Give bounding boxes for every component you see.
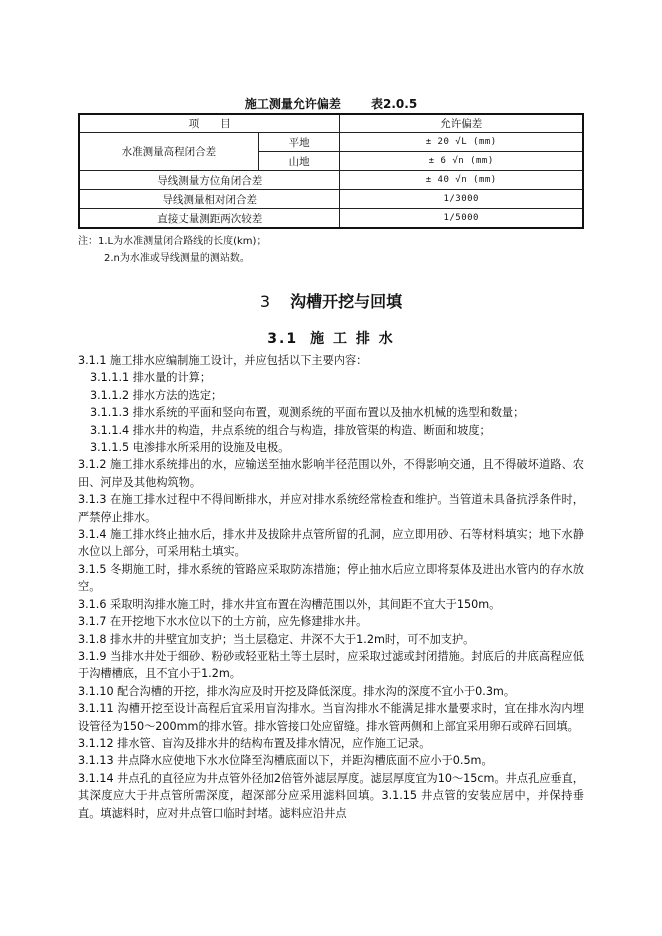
row-subitem: 平地: [258, 133, 340, 152]
body-text: [78, 352, 584, 822]
clause: 3.1.8 排水井的井壁宜加支护；当土层稳定、井深不大于1.2m时，可不加支护。: [78, 632, 475, 646]
row-item: 直接丈量测距两次较差: [79, 209, 340, 229]
clause: 3.1.14 井点孔的直径应为井点管外径加2倍管外滤层厚度。滤层厚度宜为10～15cm。井点孔应垂直，其深度应大于井点管所需深度，超深部分应采用滤料回填。3.1.15 井点管的安装应居中，并保持垂直。填滤料时，应对井点管口临时封堵。滤料应沿井点: [78, 771, 584, 820]
subclause: 3.1.1.1 排水量的计算；: [90, 371, 212, 385]
row-item: 导线测量方位角闭合差: [79, 171, 340, 190]
section-title: 施 工 排 水: [310, 331, 395, 347]
clause: 3.1.9 当排水井处于细砂、粉砂或轻亚粘土等土层时，应采取过滤或封闭措施。封底后的井底高程应低于沟槽槽底，且不宜小于1.2m。: [78, 649, 584, 681]
table-notes: [78, 233, 266, 267]
section-heading: [0, 328, 662, 348]
table-number: 表2.0.5: [371, 97, 418, 111]
clause: 3.1.6 采取明沟排水施工时，排水井宜布置在沟槽范围以外，其间距不宜大于150m。: [78, 597, 501, 611]
table-title: 施工测量允许偏差: [244, 97, 341, 111]
clause: 3.1.10 配合沟槽的开挖，排水沟应及时开挖及降低深度。排水沟的深度不宜小于0.3m。: [78, 684, 516, 698]
row-item: 水准测量高程闭合差: [79, 133, 258, 171]
clause: 3.1.5 冬期施工时，排水系统的管路应采取防冻措施；停止抽水后应立即将泵体及进出水管内的存水放空。: [78, 562, 584, 594]
table-row: [79, 133, 583, 152]
row-tolerance: ± 20 √L (mm): [340, 133, 583, 152]
section-number: 3.1: [267, 331, 299, 347]
clause: 3.1.1 施工排水应编制施工设计，并应包括以下主要内容：: [78, 354, 368, 367]
header-item: 项 目: [79, 114, 340, 133]
clause: 3.1.3 在施工排水过程中不得间断排水，并应对排水系统经常检查和维护。当管道未具备抗浮条件时，严禁停止排水。: [78, 493, 584, 524]
chapter-title: 沟槽开挖与回填: [290, 292, 403, 311]
row-tolerance: 1/3000: [340, 190, 583, 209]
tolerance-table: [78, 113, 584, 229]
table-row: [79, 209, 583, 229]
clause: 3.1.13 井点降水应使地下水水位降至沟槽底面以下，并距沟槽底面不应小于0.5m。: [78, 754, 493, 768]
row-item: 导线测量相对闭合差: [79, 190, 340, 209]
table-header-row: [79, 114, 583, 133]
subclause: 3.1.1.2 排水方法的选定；: [90, 388, 223, 402]
note-1: 注：1.L为水准测量闭合路线的长度(km)；: [78, 236, 267, 247]
row-tolerance: 1/5000: [340, 209, 583, 229]
chapter-number: 3: [259, 292, 271, 311]
clause: 3.1.4 施工排水终止抽水后，排水井及拔除井点管所留的孔洞，应立即用砂、石等材料填实；地下水静水位以上部分，可采用粘土填实。: [78, 528, 584, 559]
table-caption: [0, 95, 662, 112]
subclause: 3.1.1.5 电渗排水所采用的设施及电极。: [90, 441, 290, 455]
clause: 3.1.12 排水管、盲沟及排水井的结构布置及排水情况，应作施工记录。: [78, 736, 431, 750]
table-row: [79, 190, 583, 209]
clause: 3.1.7 在开挖地下水水位以下的土方前，应先修建排水井。: [78, 615, 368, 629]
row-tolerance: ± 6 √n (mm): [340, 152, 583, 171]
header-tolerance: 允许偏差: [340, 114, 583, 133]
chapter-heading: [0, 289, 662, 312]
row-tolerance: ± 40 √n (mm): [340, 171, 583, 190]
row-subitem: 山地: [258, 152, 340, 171]
clause: 3.1.11 沟槽开挖至设计高程后宜采用盲沟排水。当盲沟排水不能满足排水量要求时，宜在排水沟内埋设管径为150～200mm的排水管。排水管接口处应留缝。排水管两侧和上部宜采用卵石或碎石回填。: [78, 702, 584, 733]
clause: 3.1.2 施工排水系统排出的水，应输送至抽水影响半径范围以外，不得影响交通，且不得破坏道路、农田、河岸及其他构筑物。: [78, 458, 584, 489]
subclause: 3.1.1.4 排水井的构造，井点系统的组合与构造，排放管渠的构造、断面和坡度；: [90, 423, 491, 437]
table-row: [79, 171, 583, 190]
note-2: 2.n为水准或导线测量的测站数。: [104, 253, 250, 264]
subclause: 3.1.1.3 排水系统的平面和竖向布置，观测系统的平面布置以及抽水机械的选型和数量；: [90, 406, 525, 420]
